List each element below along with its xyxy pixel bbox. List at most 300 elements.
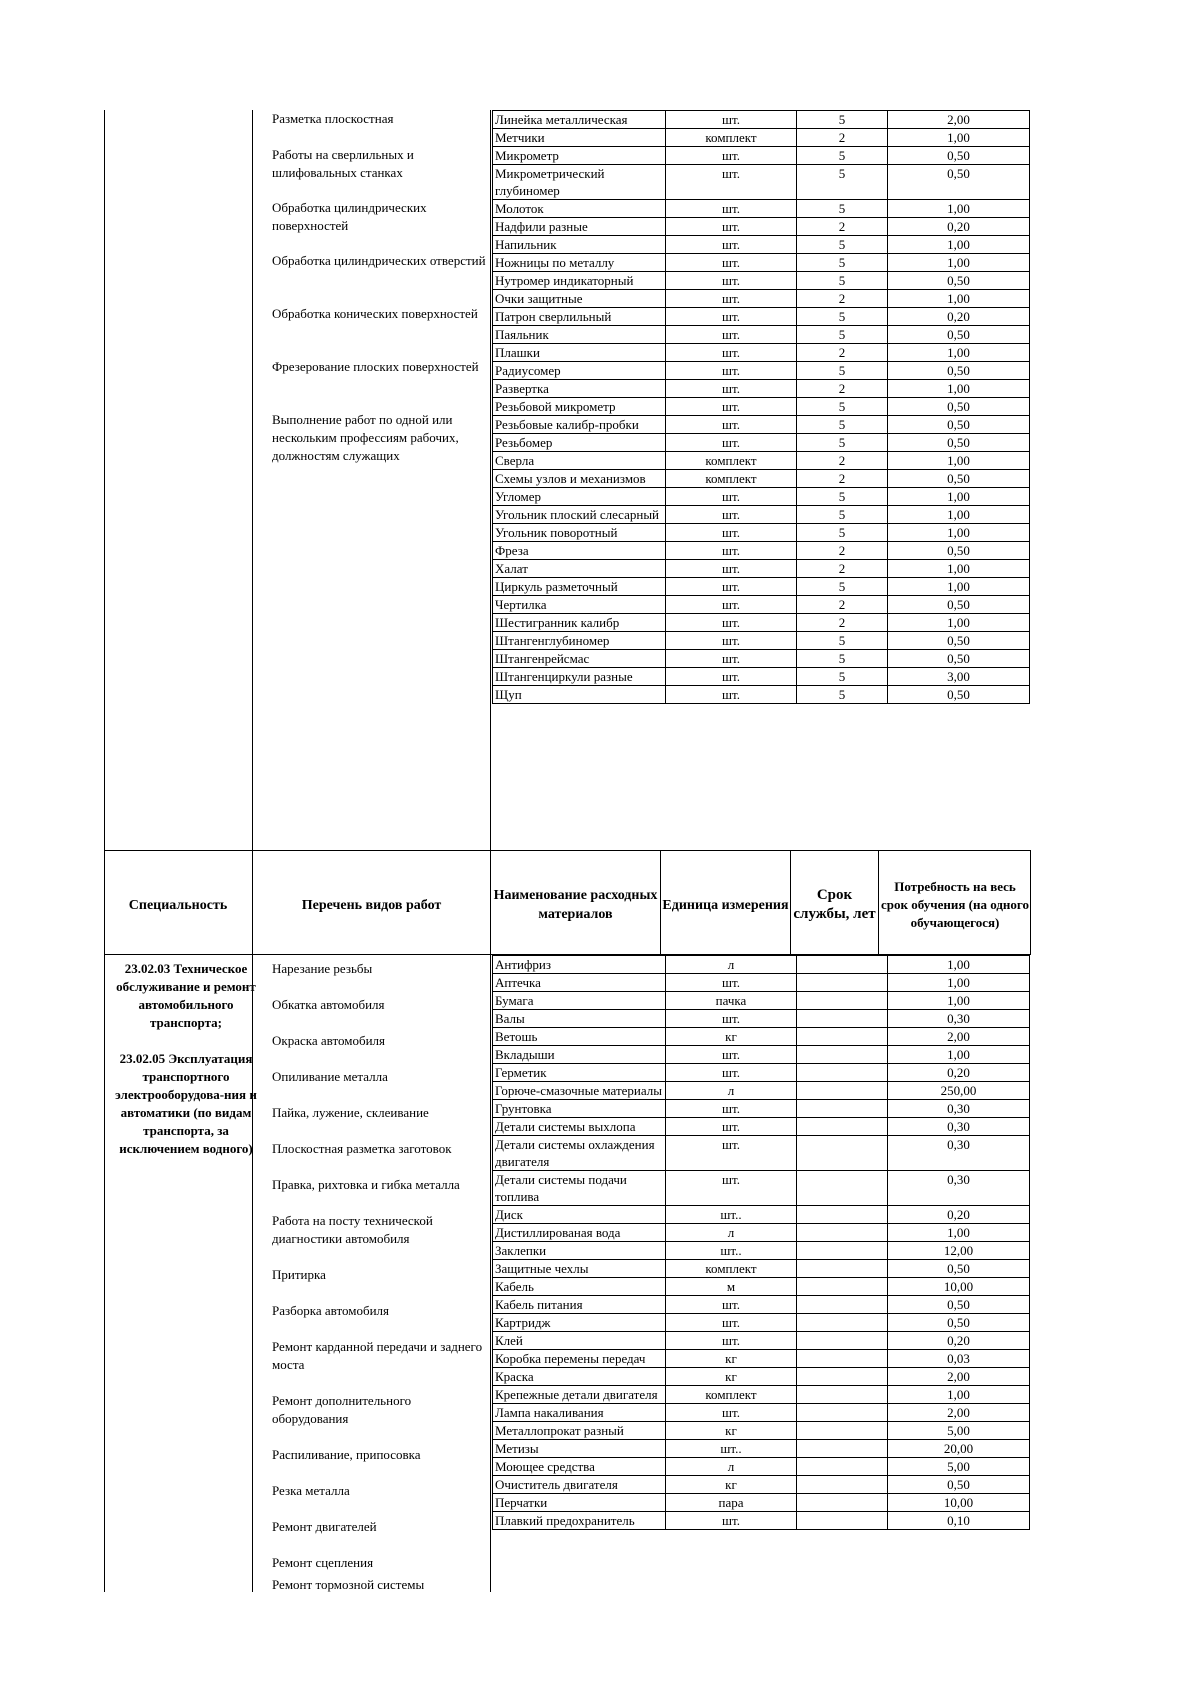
table-row — [493, 165, 1030, 200]
unit-cell: шт. — [666, 1171, 797, 1206]
service-life-cell: 2 — [797, 614, 888, 632]
service-life-cell: 2 — [797, 344, 888, 362]
need-cell: 0,50 — [888, 165, 1030, 200]
service-life-cell: 5 — [797, 686, 888, 704]
unit-cell: шт. — [666, 111, 797, 129]
unit-cell: шт. — [666, 686, 797, 704]
need-cell: 1,00 — [888, 578, 1030, 596]
material-name-cell: Резьбовые калибр-пробки — [493, 416, 666, 434]
service-life-cell: 5 — [797, 308, 888, 326]
service-life-cell: 5 — [797, 200, 888, 218]
service-life-cell: 5 — [797, 488, 888, 506]
unit-cell: шт. — [666, 272, 797, 290]
service-life-cell — [797, 1368, 888, 1386]
need-cell: 0,30 — [888, 1118, 1030, 1136]
need-cell: 5,00 — [888, 1422, 1030, 1440]
table-row — [493, 578, 1030, 596]
service-life-cell — [797, 1332, 888, 1350]
material-name-cell: Метчики — [493, 129, 666, 147]
service-life-cell: 5 — [797, 398, 888, 416]
service-life-cell — [797, 1386, 888, 1404]
material-name-cell: Коробка перемены передач — [493, 1350, 666, 1368]
unit-cell: шт. — [666, 1100, 797, 1118]
service-life-cell — [797, 1296, 888, 1314]
material-name-cell: Перчатки — [493, 1494, 666, 1512]
need-cell: 1,00 — [888, 290, 1030, 308]
need-cell: 0,50 — [888, 434, 1030, 452]
material-name-cell: Халат — [493, 560, 666, 578]
material-name-cell: Горюче-смазочные материалы — [493, 1082, 666, 1100]
work-item: Ремонт двигателей — [272, 1519, 377, 1534]
material-name-cell: Кабель питания — [493, 1296, 666, 1314]
unit-cell: кг — [666, 1368, 797, 1386]
header-material-name: Наименование расходных материалов — [493, 888, 658, 922]
table-row — [493, 1458, 1030, 1476]
unit-cell: комплект — [666, 1260, 797, 1278]
table-row — [493, 488, 1030, 506]
work-item: Ремонт дополнительного оборудования — [272, 1393, 412, 1426]
unit-cell: шт. — [666, 524, 797, 542]
service-life-cell — [797, 1046, 888, 1064]
need-cell: 3,00 — [888, 668, 1030, 686]
material-name-cell: Детали системы охлаждения двигателя — [493, 1136, 666, 1171]
table-row — [493, 1314, 1030, 1332]
material-name-cell: Микрометрический глубиномер — [493, 165, 666, 200]
table-row — [493, 1046, 1030, 1064]
unit-cell: шт. — [666, 1332, 797, 1350]
material-name-cell: Лампа накаливания — [493, 1404, 666, 1422]
material-name-cell: Шестигранник калибр — [493, 614, 666, 632]
service-life-cell: 5 — [797, 650, 888, 668]
unit-cell: кг — [666, 1422, 797, 1440]
table-row — [493, 326, 1030, 344]
material-name-cell: Бумага — [493, 992, 666, 1010]
unit-cell: шт. — [666, 362, 797, 380]
unit-cell: комплект — [666, 452, 797, 470]
unit-cell: шт. — [666, 1118, 797, 1136]
service-life-cell — [797, 1118, 888, 1136]
unit-cell: шт. — [666, 974, 797, 992]
need-cell: 0,20 — [888, 218, 1030, 236]
need-cell: 0,50 — [888, 542, 1030, 560]
left-border-line — [104, 110, 105, 1592]
need-cell: 0,30 — [888, 1010, 1030, 1028]
service-life-cell: 2 — [797, 290, 888, 308]
material-name-cell: Герметик — [493, 1064, 666, 1082]
material-name-cell: Фреза — [493, 542, 666, 560]
material-name-cell: Штангенциркули разные — [493, 668, 666, 686]
material-name-cell: Плавкий предохранитель — [493, 1512, 666, 1530]
table-row — [493, 434, 1030, 452]
need-cell: 0,50 — [888, 686, 1030, 704]
work-item: Разборка автомобиля — [272, 1303, 389, 1318]
table-row — [493, 272, 1030, 290]
need-cell: 0,50 — [888, 1476, 1030, 1494]
work-item: Обработка цилиндрических поверхностей — [272, 200, 427, 233]
work-item: Ремонт карданной передачи и заднего моста — [272, 1339, 483, 1372]
unit-cell: шт. — [666, 380, 797, 398]
need-cell: 0,50 — [888, 147, 1030, 165]
service-life-cell — [797, 1206, 888, 1224]
service-life-cell — [797, 1314, 888, 1332]
service-life-cell — [797, 1224, 888, 1242]
material-name-cell: Металлопрокат разный — [493, 1422, 666, 1440]
table-row — [493, 129, 1030, 147]
section2-materials-table — [492, 955, 1030, 1530]
service-life-cell: 5 — [797, 236, 888, 254]
need-cell: 0,03 — [888, 1350, 1030, 1368]
table-row — [493, 1171, 1030, 1206]
unit-cell: л — [666, 956, 797, 974]
unit-cell: шт. — [666, 326, 797, 344]
material-name-cell: Плашки — [493, 344, 666, 362]
service-life-cell: 5 — [797, 524, 888, 542]
unit-cell: шт. — [666, 147, 797, 165]
service-life-cell: 2 — [797, 542, 888, 560]
need-cell: 0,30 — [888, 1171, 1030, 1206]
unit-cell: л — [666, 1458, 797, 1476]
service-life-cell: 5 — [797, 147, 888, 165]
work-item: Притирка — [272, 1267, 326, 1282]
service-life-cell — [797, 1476, 888, 1494]
table-row — [493, 1368, 1030, 1386]
table-row — [493, 200, 1030, 218]
table-row — [493, 560, 1030, 578]
service-life-cell — [797, 1278, 888, 1296]
unit-cell: шт. — [666, 506, 797, 524]
table-row — [493, 1404, 1030, 1422]
table-row — [493, 218, 1030, 236]
need-cell: 0,50 — [888, 362, 1030, 380]
unit-cell: шт.. — [666, 1440, 797, 1458]
service-life-cell — [797, 1171, 888, 1206]
table-row — [493, 236, 1030, 254]
need-cell: 0,50 — [888, 416, 1030, 434]
material-name-cell: Штангенглубиномер — [493, 632, 666, 650]
unit-cell: комплект — [666, 1386, 797, 1404]
table-row — [493, 111, 1030, 129]
table-row — [493, 1296, 1030, 1314]
need-cell: 12,00 — [888, 1242, 1030, 1260]
material-name-cell: Заклепки — [493, 1242, 666, 1260]
unit-cell: шт. — [666, 1136, 797, 1171]
material-name-cell: Штангенрейсмас — [493, 650, 666, 668]
unit-cell: шт. — [666, 398, 797, 416]
unit-cell: пачка — [666, 992, 797, 1010]
material-name-cell: Резьбомер — [493, 434, 666, 452]
material-name-cell: Ветошь — [493, 1028, 666, 1046]
unit-cell: шт. — [666, 434, 797, 452]
unit-cell: шт.. — [666, 1242, 797, 1260]
service-life-cell — [797, 1404, 888, 1422]
need-cell: 2,00 — [888, 1028, 1030, 1046]
unit-cell: шт. — [666, 614, 797, 632]
material-name-cell: Дистиллированая вода — [493, 1224, 666, 1242]
material-name-cell: Угломер — [493, 488, 666, 506]
unit-cell: шт. — [666, 560, 797, 578]
table-row — [493, 632, 1030, 650]
specialty-2: 23.02.05 Эксплуатация транспортного электрооборудова-ния и автоматики (по видам транспорта, за исключением водного) — [115, 1051, 257, 1156]
unit-cell: м — [666, 1278, 797, 1296]
service-life-cell: 5 — [797, 416, 888, 434]
material-name-cell: Кабель — [493, 1278, 666, 1296]
service-life-cell — [797, 974, 888, 992]
need-cell: 0,50 — [888, 326, 1030, 344]
unit-cell: шт. — [666, 542, 797, 560]
need-cell: 1,00 — [888, 254, 1030, 272]
header-specialty: Специальность — [128, 897, 228, 913]
material-name-cell: Очиститель двигателя — [493, 1476, 666, 1494]
service-life-cell: 5 — [797, 506, 888, 524]
unit-cell: комплект — [666, 129, 797, 147]
table-row — [493, 1206, 1030, 1224]
material-name-cell: Валы — [493, 1010, 666, 1028]
material-name-cell: Развертка — [493, 380, 666, 398]
work-item: Работы на сверлильных и шлифовальных станках — [272, 147, 414, 180]
need-cell: 0,20 — [888, 308, 1030, 326]
material-name-cell: Резьбовой микрометр — [493, 398, 666, 416]
unit-cell: шт. — [666, 668, 797, 686]
unit-cell: шт. — [666, 1010, 797, 1028]
material-name-cell: Паяльник — [493, 326, 666, 344]
need-cell: 1,00 — [888, 236, 1030, 254]
need-cell: 0,50 — [888, 398, 1030, 416]
need-cell: 1,00 — [888, 1224, 1030, 1242]
table-row — [493, 1494, 1030, 1512]
service-life-cell: 5 — [797, 111, 888, 129]
table-row — [493, 1224, 1030, 1242]
need-cell: 250,00 — [888, 1082, 1030, 1100]
need-cell: 10,00 — [888, 1494, 1030, 1512]
material-name-cell: Схемы узлов и механизмов — [493, 470, 666, 488]
service-life-cell — [797, 1494, 888, 1512]
table-row — [493, 1278, 1030, 1296]
material-name-cell: Циркуль разметочный — [493, 578, 666, 596]
specialty-name — [106, 960, 266, 1158]
work-item: Пайка, лужение, склеивание — [272, 1105, 429, 1120]
service-life-cell — [797, 1458, 888, 1476]
material-name-cell: Клей — [493, 1332, 666, 1350]
service-life-cell — [797, 1100, 888, 1118]
unit-cell: шт. — [666, 1296, 797, 1314]
material-name-cell: Крепежные детали двигателя — [493, 1386, 666, 1404]
material-name-cell: Сверла — [493, 452, 666, 470]
service-life-cell: 5 — [797, 578, 888, 596]
work-item: Опиливание металла — [272, 1069, 388, 1084]
unit-cell: пара — [666, 1494, 797, 1512]
work-item: Нарезание резьбы — [272, 961, 373, 976]
table-row — [493, 1118, 1030, 1136]
work-item: Обкатка автомобиля — [272, 997, 385, 1012]
unit-cell: шт. — [666, 236, 797, 254]
need-cell: 0,20 — [888, 1332, 1030, 1350]
unit-cell: шт.. — [666, 1206, 797, 1224]
service-life-cell — [797, 1136, 888, 1171]
material-name-cell: Детали системы выхлопа — [493, 1118, 666, 1136]
table-row — [493, 1260, 1030, 1278]
material-name-cell: Защитные чехлы — [493, 1260, 666, 1278]
need-cell: 2,00 — [888, 111, 1030, 129]
table-row — [493, 1332, 1030, 1350]
need-cell: 1,00 — [888, 1046, 1030, 1064]
need-cell: 10,00 — [888, 1278, 1030, 1296]
need-cell: 0,50 — [888, 632, 1030, 650]
table-row — [493, 1082, 1030, 1100]
header-service-life: Срок службы, лет — [793, 887, 876, 922]
table-row — [493, 290, 1030, 308]
table-row — [493, 254, 1030, 272]
service-life-cell — [797, 1064, 888, 1082]
need-cell: 1,00 — [888, 1386, 1030, 1404]
unit-cell: шт. — [666, 578, 797, 596]
unit-cell: шт. — [666, 1314, 797, 1332]
need-cell: 0,50 — [888, 596, 1030, 614]
work-item: Резка металла — [272, 1483, 350, 1498]
material-name-cell: Очки защитные — [493, 290, 666, 308]
table-row — [493, 1100, 1030, 1118]
material-name-cell: Нутромер индикаторный — [493, 272, 666, 290]
unit-cell: шт. — [666, 488, 797, 506]
material-name-cell: Молоток — [493, 200, 666, 218]
service-life-cell — [797, 1440, 888, 1458]
need-cell: 0,30 — [888, 1100, 1030, 1118]
unit-cell: шт. — [666, 1512, 797, 1530]
table-row — [493, 1422, 1030, 1440]
service-life-cell: 2 — [797, 129, 888, 147]
unit-cell: комплект — [666, 470, 797, 488]
service-life-cell — [797, 1422, 888, 1440]
service-life-cell: 5 — [797, 254, 888, 272]
material-name-cell: Детали системы подачи топлива — [493, 1171, 666, 1206]
table-row — [493, 1512, 1030, 1530]
service-life-cell — [797, 956, 888, 974]
unit-cell: шт. — [666, 1046, 797, 1064]
table-row — [493, 470, 1030, 488]
unit-cell: шт. — [666, 596, 797, 614]
work-item: Ремонт тормозной системы — [272, 1577, 425, 1592]
table-row — [493, 668, 1030, 686]
material-name-cell: Патрон сверлильный — [493, 308, 666, 326]
need-cell: 1,00 — [888, 452, 1030, 470]
table-row — [493, 1476, 1030, 1494]
service-life-cell: 2 — [797, 452, 888, 470]
need-cell: 2,00 — [888, 1368, 1030, 1386]
work-item: Распиливание, припосовка — [272, 1447, 421, 1462]
table-row — [493, 1064, 1030, 1082]
material-name-cell: Щуп — [493, 686, 666, 704]
need-cell: 1,00 — [888, 614, 1030, 632]
table-row — [493, 524, 1030, 542]
table-row — [493, 416, 1030, 434]
unit-cell: шт. — [666, 416, 797, 434]
service-life-cell — [797, 1260, 888, 1278]
section1-materials-table — [492, 110, 1030, 704]
table-row — [493, 596, 1030, 614]
need-cell: 1,00 — [888, 380, 1030, 398]
material-name-cell: Картридж — [493, 1314, 666, 1332]
service-life-cell — [797, 1082, 888, 1100]
need-cell: 1,00 — [888, 524, 1030, 542]
service-life-cell — [797, 1512, 888, 1530]
unit-cell: шт. — [666, 632, 797, 650]
need-cell: 1,00 — [888, 200, 1030, 218]
service-life-cell: 5 — [797, 272, 888, 290]
work-item: Правка, рихтовка и гибка металла — [272, 1177, 460, 1192]
material-name-cell: Грунтовка — [493, 1100, 666, 1118]
table-row — [493, 1010, 1030, 1028]
table-row — [493, 1028, 1030, 1046]
material-name-cell: Метизы — [493, 1440, 666, 1458]
material-name-cell: Чертилка — [493, 596, 666, 614]
table-row — [493, 956, 1030, 974]
table-row — [493, 398, 1030, 416]
work-item: Фрезерование плоских поверхностей — [272, 359, 479, 374]
work-item: Окраска автомобиля — [272, 1033, 385, 1048]
work-item: Обработка конических поверхностей — [272, 306, 478, 321]
table-row — [493, 650, 1030, 668]
unit-cell: шт. — [666, 218, 797, 236]
material-name-cell: Напильник — [493, 236, 666, 254]
unit-cell: шт. — [666, 165, 797, 200]
unit-cell: л — [666, 1224, 797, 1242]
service-life-cell: 2 — [797, 470, 888, 488]
service-life-cell — [797, 1242, 888, 1260]
need-cell: 5,00 — [888, 1458, 1030, 1476]
work-item: Разметка плоскостная — [272, 111, 394, 126]
table-row — [493, 992, 1030, 1010]
table-row — [493, 452, 1030, 470]
service-life-cell: 5 — [797, 165, 888, 200]
material-name-cell: Диск — [493, 1206, 666, 1224]
service-life-cell: 5 — [797, 434, 888, 452]
need-cell: 2,00 — [888, 1404, 1030, 1422]
material-name-cell: Микрометр — [493, 147, 666, 165]
material-name-cell: Радиусомер — [493, 362, 666, 380]
works-column-line — [490, 110, 491, 1592]
material-name-cell: Вкладыши — [493, 1046, 666, 1064]
header-need: Потребность на весь срок обучения (на одного обучающегося) — [881, 879, 1029, 930]
need-cell: 0,10 — [888, 1512, 1030, 1530]
header-col-line — [878, 850, 879, 955]
unit-cell: шт. — [666, 290, 797, 308]
need-cell: 0,50 — [888, 470, 1030, 488]
service-life-cell: 2 — [797, 218, 888, 236]
need-cell: 0,50 — [888, 1260, 1030, 1278]
work-item: Обработка цилиндрических отверстий — [272, 253, 486, 268]
table-row — [493, 1440, 1030, 1458]
table-row — [493, 1242, 1030, 1260]
unit-cell: кг — [666, 1350, 797, 1368]
specialty-1: 23.02.03 Техническое обслуживание и ремонт автомобильного транспорта; — [116, 961, 256, 1030]
table-row — [493, 686, 1030, 704]
material-name-cell: Антифриз — [493, 956, 666, 974]
table-row — [493, 614, 1030, 632]
need-cell: 1,00 — [888, 129, 1030, 147]
need-cell: 0,20 — [888, 1206, 1030, 1224]
need-cell: 0,30 — [888, 1136, 1030, 1171]
unit-cell: шт. — [666, 1064, 797, 1082]
service-life-cell: 2 — [797, 380, 888, 398]
need-cell: 1,00 — [888, 344, 1030, 362]
table-row — [493, 380, 1030, 398]
need-cell: 0,20 — [888, 1064, 1030, 1082]
table-row — [493, 344, 1030, 362]
material-name-cell: Моющее средства — [493, 1458, 666, 1476]
need-cell: 1,00 — [888, 974, 1030, 992]
need-cell: 20,00 — [888, 1440, 1030, 1458]
unit-cell: шт. — [666, 650, 797, 668]
unit-cell: шт. — [666, 308, 797, 326]
